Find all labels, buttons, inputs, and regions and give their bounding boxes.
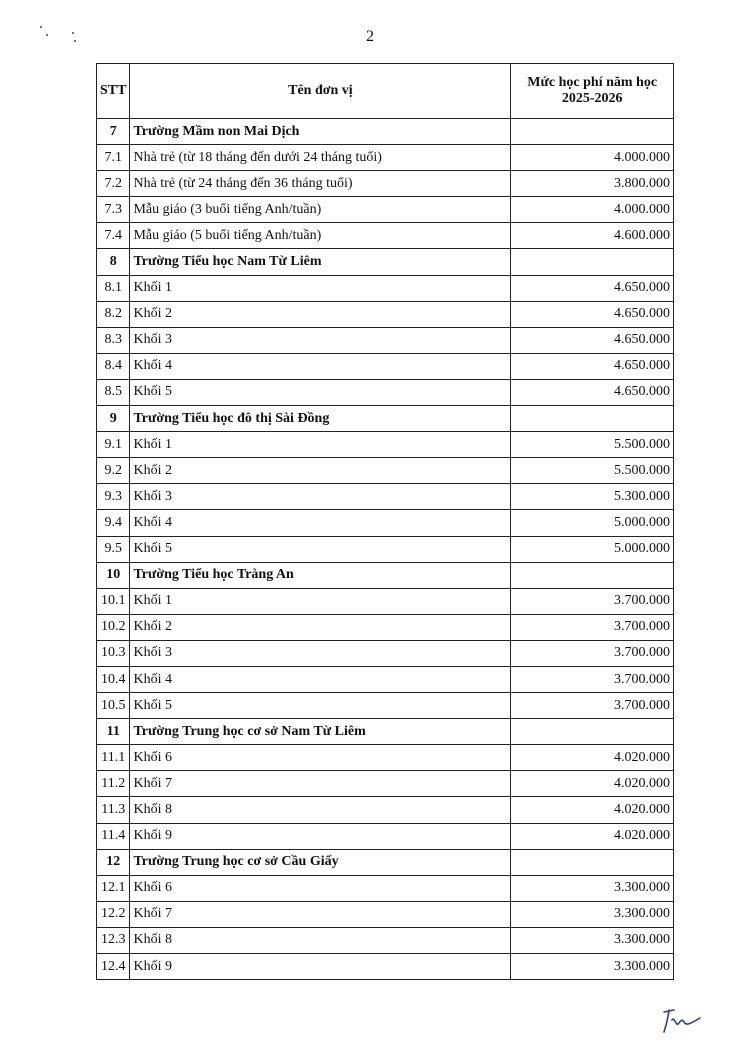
row-unit-name: Khối 1 <box>130 588 511 614</box>
row-fee: 3.700.000 <box>511 614 674 640</box>
table-row <box>97 301 674 327</box>
header-stt: STT <box>97 64 130 119</box>
row-unit-name: Trường Trung học cơ sở Cầu Giấy <box>130 849 511 875</box>
row-stt: 9 <box>97 406 130 432</box>
row-stt: 12 <box>97 849 130 875</box>
row-unit-name: Khối 1 <box>130 432 511 458</box>
row-stt: 7.4 <box>97 223 130 249</box>
row-unit-name: Khối 8 <box>130 797 511 823</box>
row-stt: 9.3 <box>97 484 130 510</box>
table-row <box>97 432 674 458</box>
row-unit-name: Khối 3 <box>130 484 511 510</box>
row-fee: 3.300.000 <box>511 875 674 901</box>
row-fee: 5.000.000 <box>511 510 674 536</box>
row-unit-name: Khối 5 <box>130 536 511 562</box>
row-stt: 10.3 <box>97 640 130 666</box>
row-fee: 3.700.000 <box>511 666 674 692</box>
table-row <box>97 640 674 666</box>
row-unit-name: Khối 4 <box>130 666 511 692</box>
row-unit-name: Khối 5 <box>130 379 511 405</box>
row-unit-name: Nhà trẻ (từ 18 tháng đến dưới 24 tháng tuổi) <box>130 145 511 171</box>
row-unit-name: Khối 6 <box>130 745 511 771</box>
table-row <box>97 223 674 249</box>
row-fee: 3.700.000 <box>511 693 674 719</box>
row-fee: 3.300.000 <box>511 954 674 980</box>
row-stt: 8.3 <box>97 327 130 353</box>
signature-mark <box>660 1004 704 1036</box>
row-fee: 4.650.000 <box>511 353 674 379</box>
table-row <box>97 327 674 353</box>
table-row <box>97 745 674 771</box>
row-stt: 10.2 <box>97 614 130 640</box>
row-stt: 9.2 <box>97 458 130 484</box>
row-stt: 10.5 <box>97 693 130 719</box>
row-stt: 10.4 <box>97 666 130 692</box>
row-fee: 4.000.000 <box>511 197 674 223</box>
table-row <box>97 145 674 171</box>
row-stt: 7 <box>97 119 130 145</box>
row-stt: 7.3 <box>97 197 130 223</box>
row-fee: 3.300.000 <box>511 901 674 927</box>
table-row <box>97 954 674 980</box>
row-stt: 8 <box>97 249 130 275</box>
row-stt: 9.4 <box>97 510 130 536</box>
header-unit-name: Tên đơn vị <box>130 64 511 119</box>
header-fee-line2: 2025-2026 <box>561 91 623 106</box>
row-stt: 7.1 <box>97 145 130 171</box>
row-stt: 8.4 <box>97 353 130 379</box>
page-number: 2 <box>366 28 374 45</box>
scan-specks <box>34 24 84 54</box>
row-unit-name: Mẫu giáo (3 buổi tiếng Anh/tuần) <box>130 197 511 223</box>
group-row <box>97 719 674 745</box>
table-row <box>97 614 674 640</box>
row-fee: 5.500.000 <box>511 432 674 458</box>
row-fee: 4.650.000 <box>511 327 674 353</box>
row-stt: 12.1 <box>97 875 130 901</box>
row-stt: 11.1 <box>97 745 130 771</box>
row-unit-name: Khối 9 <box>130 823 511 849</box>
table-row <box>97 666 674 692</box>
row-fee: 4.020.000 <box>511 771 674 797</box>
row-fee: 5.500.000 <box>511 458 674 484</box>
row-fee: 3.300.000 <box>511 927 674 953</box>
row-unit-name: Trường Mầm non Mai Dịch <box>130 119 511 145</box>
table-row <box>97 823 674 849</box>
row-stt: 10.1 <box>97 588 130 614</box>
row-fee: 4.600.000 <box>511 223 674 249</box>
row-fee: 4.650.000 <box>511 379 674 405</box>
table-row <box>97 171 674 197</box>
row-stt: 12.3 <box>97 927 130 953</box>
row-fee <box>511 119 674 145</box>
group-row <box>97 406 674 432</box>
row-stt: 11.4 <box>97 823 130 849</box>
row-stt: 12.4 <box>97 954 130 980</box>
row-stt: 12.2 <box>97 901 130 927</box>
row-stt: 10 <box>97 562 130 588</box>
row-unit-name: Trường Tiểu học Nam Từ Liêm <box>130 249 511 275</box>
row-fee: 4.650.000 <box>511 301 674 327</box>
table-row <box>97 379 674 405</box>
table-row <box>97 458 674 484</box>
table-row <box>97 197 674 223</box>
row-fee: 3.700.000 <box>511 588 674 614</box>
table-row <box>97 693 674 719</box>
row-unit-name: Khối 1 <box>130 275 511 301</box>
row-unit-name: Mẫu giáo (5 buổi tiếng Anh/tuần) <box>130 223 511 249</box>
row-stt: 7.2 <box>97 171 130 197</box>
row-unit-name: Khối 4 <box>130 510 511 536</box>
row-fee <box>511 406 674 432</box>
header-fee-line1: Mức học phí năm học <box>527 75 658 90</box>
table-row <box>97 875 674 901</box>
row-fee <box>511 562 674 588</box>
group-row <box>97 249 674 275</box>
row-unit-name: Khối 7 <box>130 771 511 797</box>
row-fee: 4.020.000 <box>511 745 674 771</box>
table-header-row <box>97 64 674 119</box>
row-stt: 8.1 <box>97 275 130 301</box>
row-stt: 8.5 <box>97 379 130 405</box>
row-stt: 11.3 <box>97 797 130 823</box>
row-fee <box>511 249 674 275</box>
row-unit-name: Khối 3 <box>130 640 511 666</box>
group-row <box>97 562 674 588</box>
row-unit-name: Trường Trung học cơ sở Nam Từ Liêm <box>130 719 511 745</box>
row-stt: 9.5 <box>97 536 130 562</box>
row-fee: 5.000.000 <box>511 536 674 562</box>
row-stt: 8.2 <box>97 301 130 327</box>
header-fee <box>511 64 674 119</box>
group-row <box>97 119 674 145</box>
row-unit-name: Khối 8 <box>130 927 511 953</box>
row-unit-name: Nhà trẻ (từ 24 tháng đến 36 tháng tuổi) <box>130 171 511 197</box>
row-unit-name: Khối 5 <box>130 693 511 719</box>
tuition-fee-table <box>96 63 674 980</box>
row-unit-name: Trường Tiểu học đô thị Sài Đồng <box>130 406 511 432</box>
row-fee: 4.020.000 <box>511 797 674 823</box>
row-fee: 3.800.000 <box>511 171 674 197</box>
row-unit-name: Khối 6 <box>130 875 511 901</box>
row-fee <box>511 849 674 875</box>
row-unit-name: Khối 2 <box>130 301 511 327</box>
row-stt: 9.1 <box>97 432 130 458</box>
row-unit-name: Khối 9 <box>130 954 511 980</box>
table-row <box>97 536 674 562</box>
row-stt: 11.2 <box>97 771 130 797</box>
row-unit-name: Trường Tiểu học Tràng An <box>130 562 511 588</box>
table-row <box>97 353 674 379</box>
table-row <box>97 927 674 953</box>
row-stt: 11 <box>97 719 130 745</box>
row-fee: 4.650.000 <box>511 275 674 301</box>
table-row <box>97 510 674 536</box>
row-fee: 3.700.000 <box>511 640 674 666</box>
group-row <box>97 849 674 875</box>
row-fee: 4.020.000 <box>511 823 674 849</box>
table-row <box>97 901 674 927</box>
table-row <box>97 771 674 797</box>
row-unit-name: Khối 2 <box>130 614 511 640</box>
table-row <box>97 275 674 301</box>
table-row <box>97 484 674 510</box>
table-row <box>97 797 674 823</box>
table-body <box>97 119 674 980</box>
row-fee <box>511 719 674 745</box>
row-unit-name: Khối 2 <box>130 458 511 484</box>
row-fee: 5.300.000 <box>511 484 674 510</box>
row-unit-name: Khối 3 <box>130 327 511 353</box>
row-unit-name: Khối 4 <box>130 353 511 379</box>
row-unit-name: Khối 7 <box>130 901 511 927</box>
table-row <box>97 588 674 614</box>
row-fee: 4.000.000 <box>511 145 674 171</box>
